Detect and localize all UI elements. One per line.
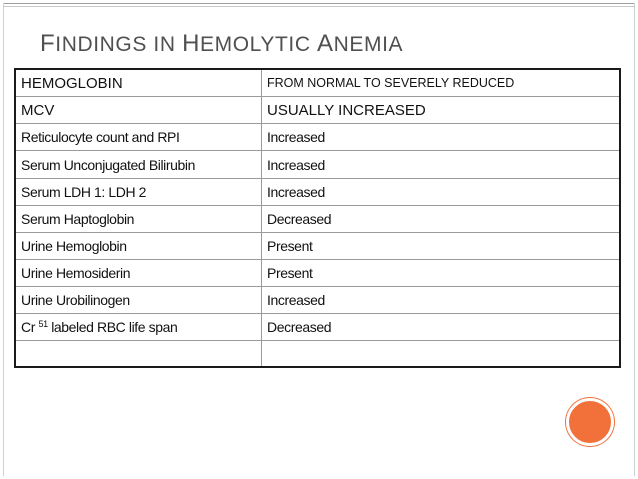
table-row (15, 314, 620, 341)
findings-table (14, 68, 621, 368)
result-cell: Increased (262, 124, 621, 151)
slide-title (40, 30, 403, 58)
finding-cell: Cr $^{51}$ labeled RBC life span (15, 314, 262, 341)
finding-cell: Reticulocyte count and RPI (15, 124, 262, 151)
table-row (15, 179, 620, 206)
result-cell (262, 341, 621, 368)
table-row (15, 97, 620, 124)
result-cell: Increased (262, 287, 621, 314)
finding-cell: Serum Haptoglobin (15, 206, 262, 233)
table-row-empty (15, 341, 620, 368)
slide-frame-top-inner (3, 6, 635, 7)
finding-cell: Urine Hemosiderin (15, 260, 262, 287)
finding-cell: HEMOGLOBIN (15, 69, 262, 97)
orange-circle-decoration (566, 398, 614, 446)
isotope-superscript: 51 (38, 319, 48, 329)
table-row (15, 206, 620, 233)
result-cell: Increased (262, 151, 621, 179)
result-cell: Decreased (262, 206, 621, 233)
table-row (15, 287, 620, 314)
result-cell: FROM NORMAL TO SEVERELY REDUCED (262, 69, 621, 97)
table-row (15, 260, 620, 287)
result-cell: Increased (262, 179, 621, 206)
table-row (15, 124, 620, 151)
finding-cell: MCV (15, 97, 262, 124)
slide-frame-top (3, 3, 635, 4)
result-cell: Present (262, 260, 621, 287)
title-word-in: IN (146, 33, 183, 56)
finding-cell: Serum LDH 1: LDH 2 (15, 179, 262, 206)
title-word-anemia: ANEMIA (317, 30, 404, 57)
title-word-findings: FINDINGS (40, 30, 147, 57)
title-word-hemolytic: HEMOLYTIC (182, 30, 311, 57)
table-row (15, 151, 620, 179)
finding-cell: Urine Hemoglobin (15, 233, 262, 260)
slide-frame-left (3, 3, 4, 476)
table-row (15, 69, 620, 97)
result-cell: Decreased (262, 314, 621, 341)
finding-cell: Serum Unconjugated Bilirubin (15, 151, 262, 179)
finding-cell (15, 341, 262, 368)
table-row (15, 233, 620, 260)
finding-cell: Urine Urobilinogen (15, 287, 262, 314)
result-cell: USUALLY INCREASED (262, 97, 621, 124)
slide-frame-right (634, 3, 635, 476)
result-cell: Present (262, 233, 621, 260)
